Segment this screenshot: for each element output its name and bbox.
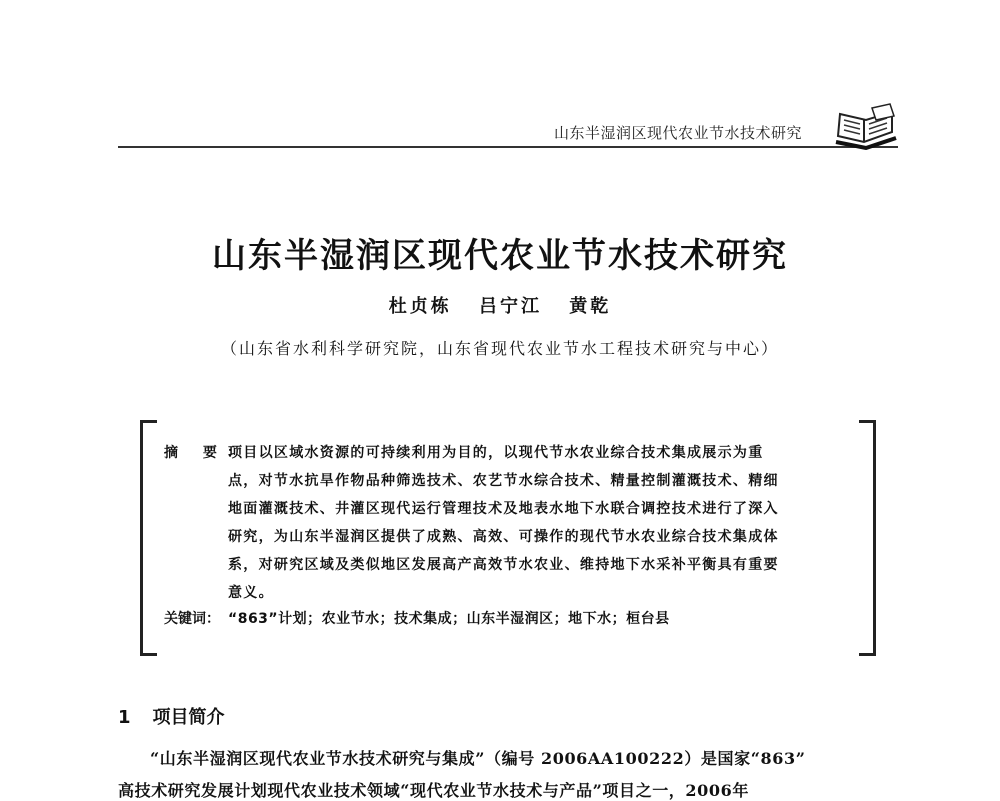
- abstract-bracket-left: [140, 420, 157, 656]
- abstract-line: 意义。: [228, 585, 274, 601]
- running-header: [118, 118, 898, 148]
- body-paragraph-line: “山东半湿润区现代农业节水技术研究与集成”（编号 2006AA100222）是国家“863”: [150, 749, 806, 768]
- running-header-title: 山东半湿润区现代农业节水技术研究: [553, 124, 802, 142]
- section-title: 项目简介: [152, 707, 225, 728]
- paper-affiliation: （山东省水利科学研究院，山东省现代农业节水工程技术研究与中心）: [220, 339, 779, 358]
- abstract-line: 研究，为山东半湿润区提供了成熟、高效、可操作的现代节水农业综合技术集成体: [228, 529, 779, 545]
- abstract-line: 点，对节水抗旱作物品种筛选技术、农艺节水综合技术、精量控制灌溉技术、精细: [228, 473, 779, 489]
- abstract-bracket-right: [859, 420, 876, 656]
- paper-authors: 杜贞栋 吕宁江 黄乾: [388, 296, 612, 317]
- abstract-label: 摘 要：: [164, 445, 251, 461]
- body-paragraph-line: 高技术研究发展计划现代农业技术领域“现代农业节水技术与产品”项目之一，2006年: [118, 781, 749, 800]
- paper-title: 山东半湿润区现代农业节水技术研究: [212, 236, 788, 276]
- open-book-icon: [832, 102, 898, 150]
- abstract-line: 项目以区域水资源的可持续利用为目的，以现代节水农业综合技术集成展示为重: [228, 445, 764, 461]
- abstract-line: 系，对研究区域及类似地区发展高产高效节水农业、维持地下水采补平衡具有重要: [228, 557, 779, 573]
- section-heading: [118, 703, 225, 729]
- section-number: 1: [118, 707, 131, 728]
- keywords-label: 关键词：: [164, 611, 220, 627]
- abstract-line: 地面灌溉技术、井灌区现代运行管理技术及地表水地下水联合调控技术进行了深入: [228, 501, 779, 517]
- header-rule: [118, 146, 898, 148]
- keywords-text: “863”计划；农业节水；技术集成；山东半湿润区；地下水；桓台县: [228, 611, 670, 627]
- abstract-box: [140, 420, 876, 650]
